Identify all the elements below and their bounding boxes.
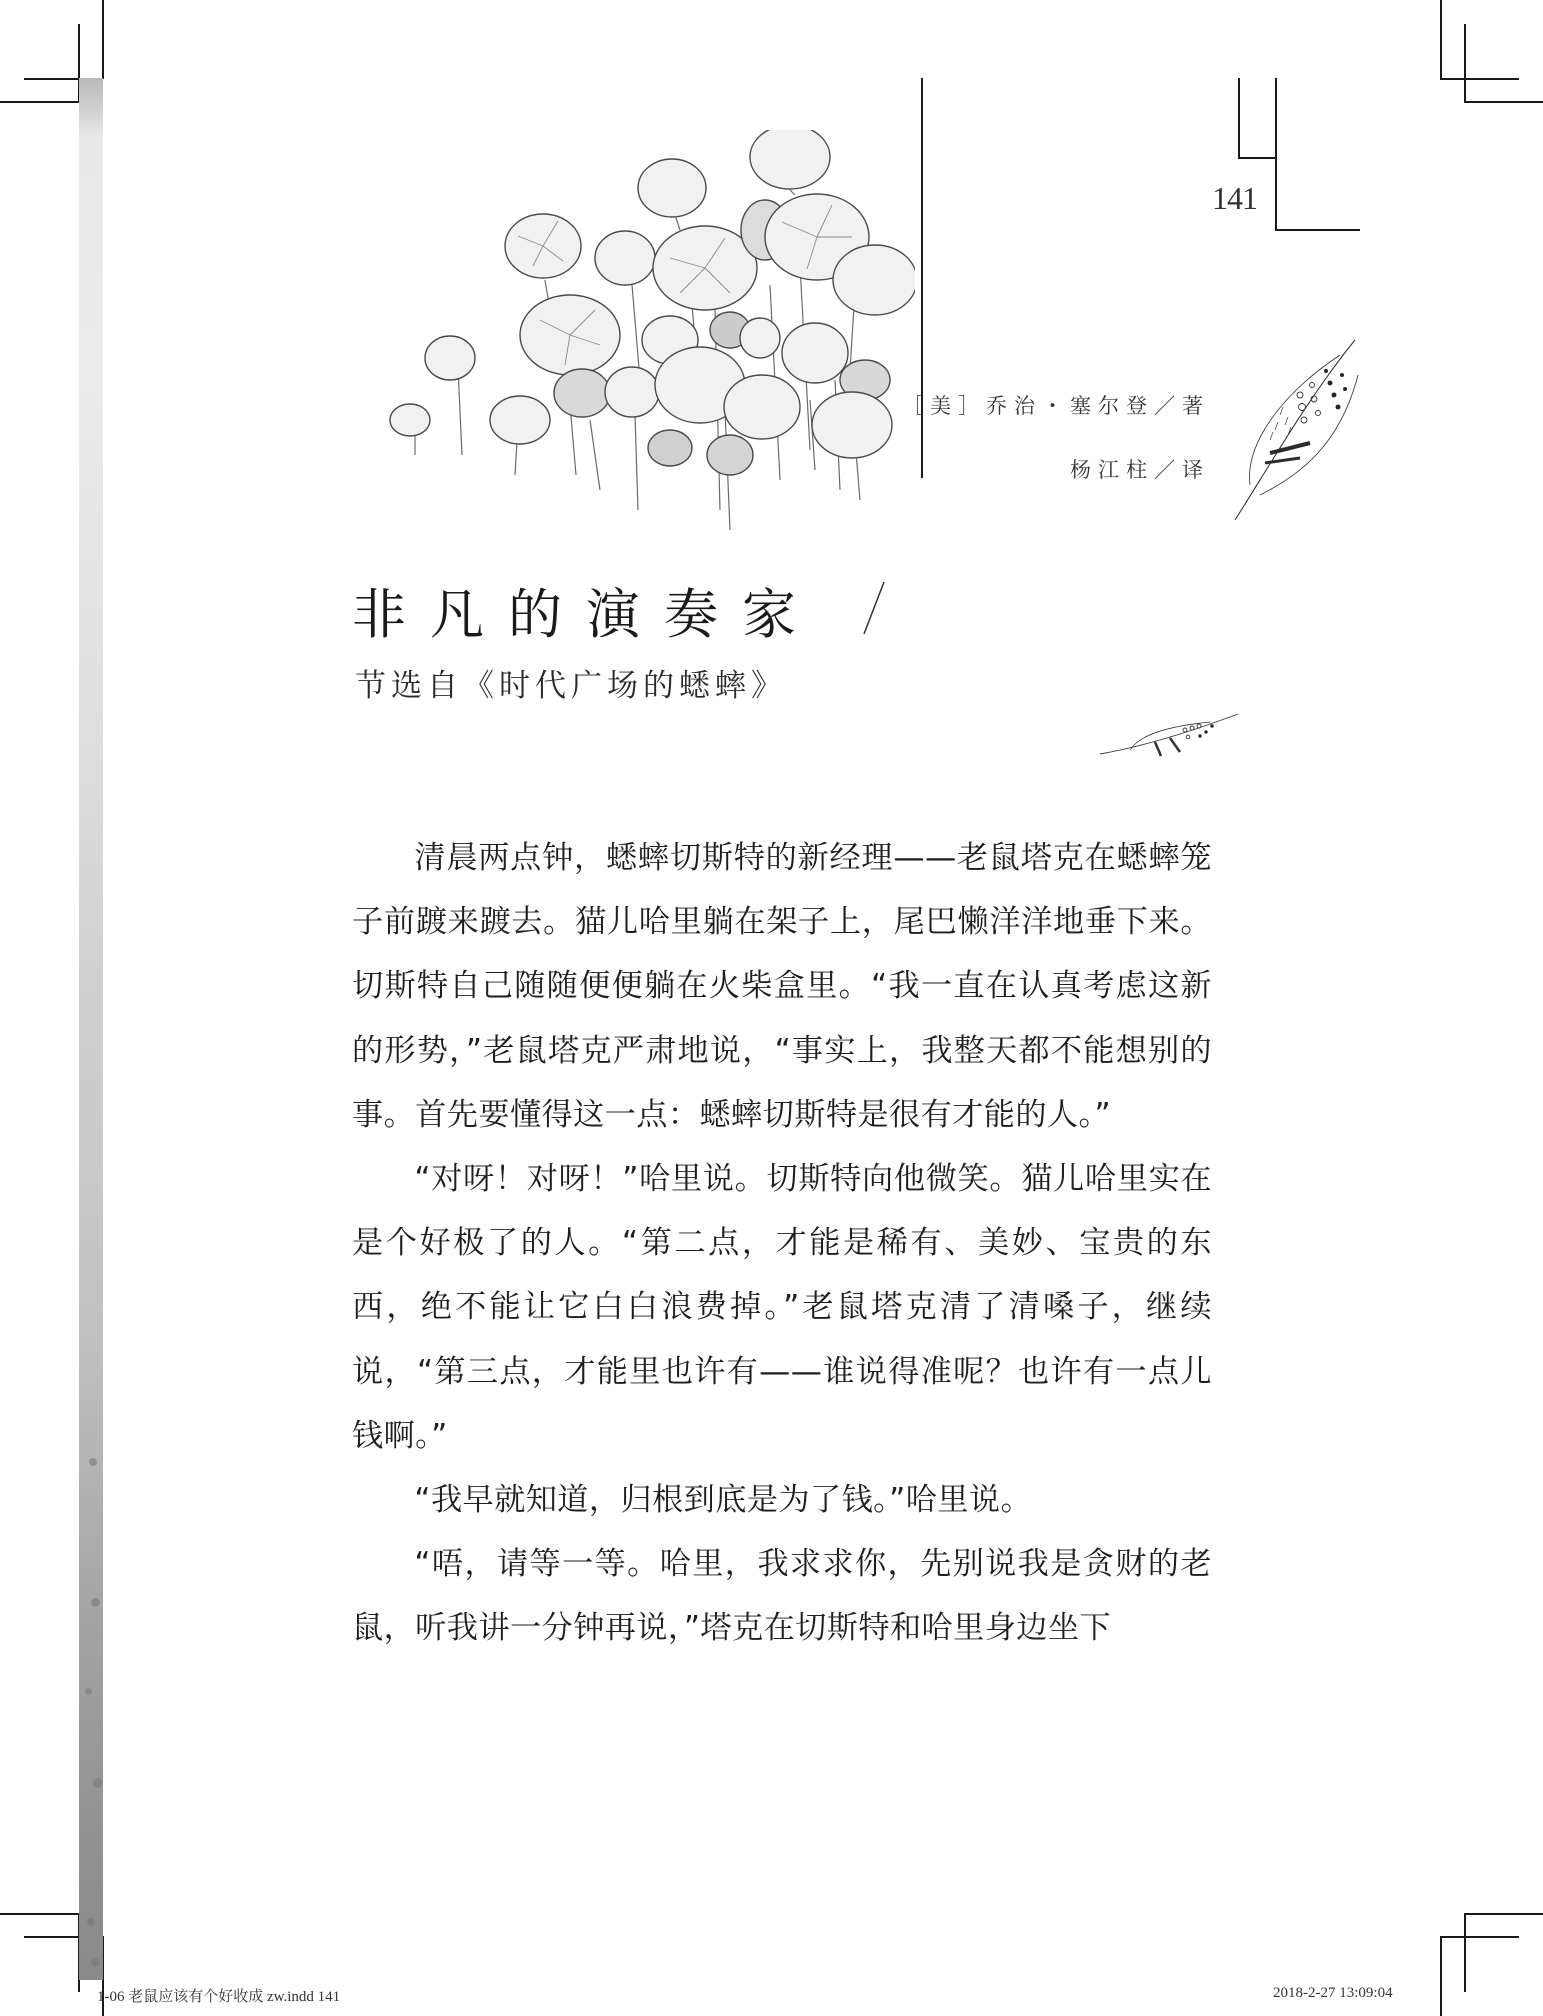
title-slash-decoration [862,580,886,636]
author-byline: ［美］乔治・塞尔登／著 [902,394,1210,418]
paragraph: “我早就知道，归根到底是为了钱。”哈里说。 [414,1482,1033,1519]
print-timestamp: 2018-2-27 13:09:04 [1273,1985,1393,2001]
translator-byline: 杨江柱／译 [1070,458,1210,482]
feather-icon-large [1230,335,1360,525]
paragraph: 清晨两点钟，蟋蟀切斯特的新经理——老鼠塔克在蟋蟀笼子前踱来踱去。猫儿哈里躺在架子上，尾巴懒洋洋地垂下来。切斯特自己随随便便躺在火柴盒里。“我一直在认真考虑这新的形势，”老鼠塔克严肃地说，“事实上，我整天都不能想别的事。首先要懂得这一点：蟋蟀切斯特是很有才能的人。” [352,840,1212,1133]
page-number: 141 [1212,180,1257,216]
article-title: 非凡的演奏家 [352,583,820,646]
feather-icon-small [1100,712,1240,762]
left-textured-strip [79,78,103,1980]
print-file-label: 1-06 老鼠应该有个好收成 zw.indd 141 [97,1989,341,2005]
paragraph: “对呀！对呀！”哈里说。切斯特向他微笑。猫儿哈里实在是个好极了的人。“第二点，才能是稀有、美妙、宝贵的东西，绝不能让它白白浪费掉。”老鼠塔克清了清嗓子，继续说，“第三点，才能里也许有——谁说得准呢？也许有一点儿钱啊。” [352,1161,1212,1454]
article-body [352,826,1212,1661]
plant-illustration [370,130,915,550]
paragraph: “唔，请等一等。哈里，我求求你，先别说我是贪财的老鼠，听我讲一分钟再说，”塔克在切斯特和哈里身边坐下 [352,1546,1212,1647]
article-subtitle: 节选自《时代广场的蟋蟀》 [355,668,787,704]
